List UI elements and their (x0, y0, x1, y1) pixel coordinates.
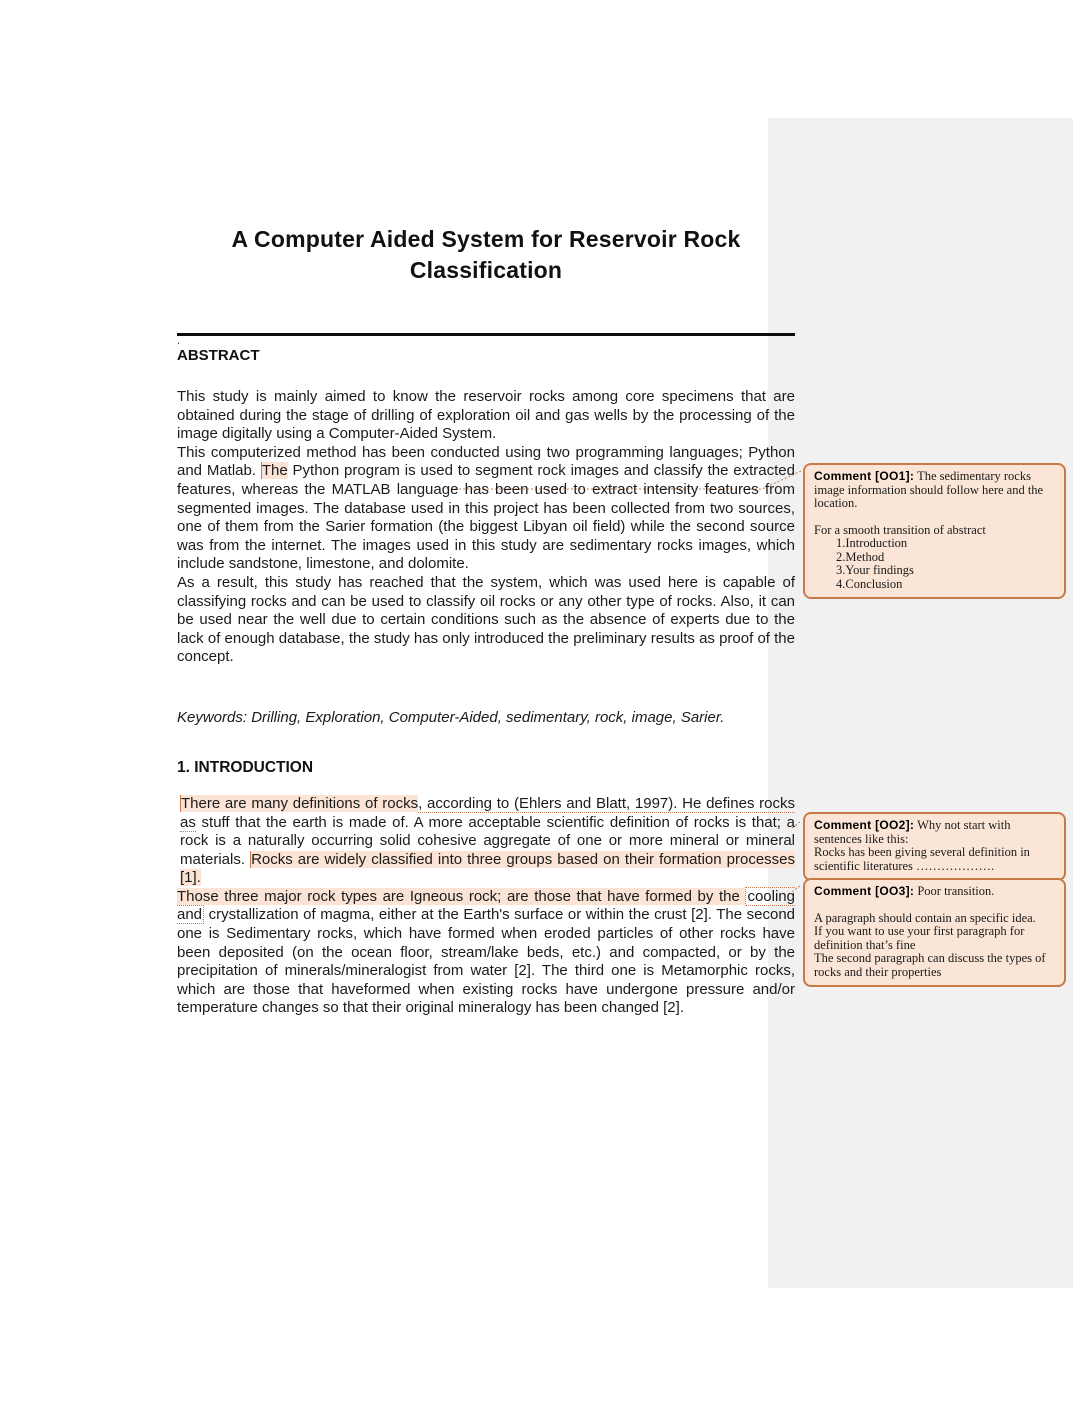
keywords-line: Keywords: Drilling, Exploration, Computer-Aided, sedimentary, rock, image, Sarier. (177, 708, 725, 726)
tracked-change-highlight-the[interactable]: The (261, 462, 288, 480)
introduction-paragraph-2 (177, 888, 795, 1018)
comment-oo3-text (814, 885, 1055, 899)
comment-balloon-oo1[interactable] (803, 463, 1066, 599)
introduction-paragraph-1 (177, 795, 795, 888)
comment-anchor-underline-oo2[interactable]: , according to (Ehlers and Blatt, 1997). He defines rocks as (180, 794, 796, 831)
paper-title-line2: Classification (409, 257, 563, 283)
comment-oo1-item-2: 2.Method (836, 549, 885, 564)
comment-oo1-spacer (814, 511, 1055, 524)
comment-oo1-item-3: 3.Your findings (836, 563, 914, 577)
paper-title-line1: A Computer Aided System for Reservoir Rock (231, 226, 741, 252)
comment-oo1-item-4: 4.Conclusion (836, 576, 903, 591)
comment-oo1-item-1: 1.Introduction (836, 536, 908, 550)
comment-oo3-label: Comment [OO3]: (814, 884, 915, 898)
comment-oo3-line2: If you want to use your first paragraph for definition that’s fine (814, 924, 1025, 952)
comment-oo1-list (814, 537, 1055, 591)
tracked-change-highlight-classification[interactable]: Rocks are widely classified into three groups based on their formation processes [1]. (180, 850, 796, 887)
comment-oo3-line1: A paragraph should contain an specific idea. (814, 910, 1036, 925)
abstract-p2-text: This computerized method has been conducted using two programming languages; Python and Matlab. (177, 443, 795, 480)
comment-oo3-spacer (814, 899, 1055, 912)
abstract-paragraph-1: This study is mainly aimed to know the reservoir rocks among core specimens that are obtained during the stage of drilling of exploration oil and gas wells by the processing of the image digitally using a Computer-Aided System. (177, 388, 795, 443)
comment-oo2-inline: Why not start with sentences like this: (814, 818, 1011, 846)
document-body (177, 224, 795, 1018)
intro-p1-text: stuff that the earth is made of. A more acceptable scientific definition of rocks is that; a rock is a naturally occurring solid cohesive aggregate of one or more mineral or mineral materials. (180, 813, 795, 868)
comment-oo1-inline: The sedimentary rocks image information should follow here and the location. (814, 469, 1044, 510)
comment-oo3-line3: The second paragraph can discuss the types of rocks and their properties (814, 951, 1046, 979)
stray-period: . (177, 335, 181, 347)
comment-oo1-text (814, 470, 1055, 511)
tracked-change-highlight-definitions[interactable]: There are many definitions of rocks (181, 794, 419, 812)
abstract-paragraph-3: As a result, this study has reached that the system, which was used here is capable of classifying rocks and can be used to classify oil rocks or any other type of rocks. Also, it can be used near the well due to certain conditions such as the absence of experts due to the lack of enough database, the study has only introduced the preliminary results as proof of the concept. (177, 573, 795, 666)
comment-oo2-label: Comment [OO2]: (814, 818, 915, 832)
abstract-heading: ABSTRACT (177, 347, 260, 364)
comment-balloon-oo3[interactable] (803, 878, 1066, 987)
intro-p2-text: crystallization of magma, either at the Earth's surface or within the crust [2]. The second one is Sedimentary rocks, which have formed when eroded particles of other rocks have been deposited (on the ocean floor, stream/lake beds, etc.) and compacted, or by the precipitation of minerals/mineralogist from water [2]. The third one is Metamorphic rocks, which are those that haveformed when existing rocks have undergone pressure and/or temperature changes so that their original mineralogy has been changed [2]. (177, 906, 795, 1017)
comment-oo2-line1: Rocks has been giving several definition in scientific literatures ………………. (814, 845, 1030, 873)
tracked-change-highlight-rock-types[interactable]: Those three major rock types are Igneous rock; are those that have formed by the (177, 887, 746, 905)
comment-oo2-text (814, 819, 1055, 846)
comments-margin-panel (768, 118, 1073, 1288)
comment-oo3-inline: Poor transition. (914, 884, 995, 898)
comment-balloon-oo2[interactable] (803, 812, 1066, 881)
abstract-paragraph-2 (177, 444, 795, 574)
comment-oo1-para: For a smooth transition of abstract (814, 522, 986, 537)
paper-title (177, 224, 795, 286)
comment-anchor-outline-oo3[interactable]: cooling and (177, 887, 795, 924)
introduction-heading: 1. INTRODUCTION (177, 758, 314, 776)
abstract-p2-text-cont: Python program is used to segment rock images and classify the extracted features, whereas the MATLAB language has been used to extract intensity features from segmented images. The database used in this project has been collected from two sources, one of them from the Sarier formation (the biggest Libyan oil field) while the second source was from the internet. The images used in this study are sedimentary rocks images, which include sandstone, limestone, and dolomite. (177, 462, 795, 573)
comment-oo1-label: Comment [OO1]: (814, 469, 915, 483)
